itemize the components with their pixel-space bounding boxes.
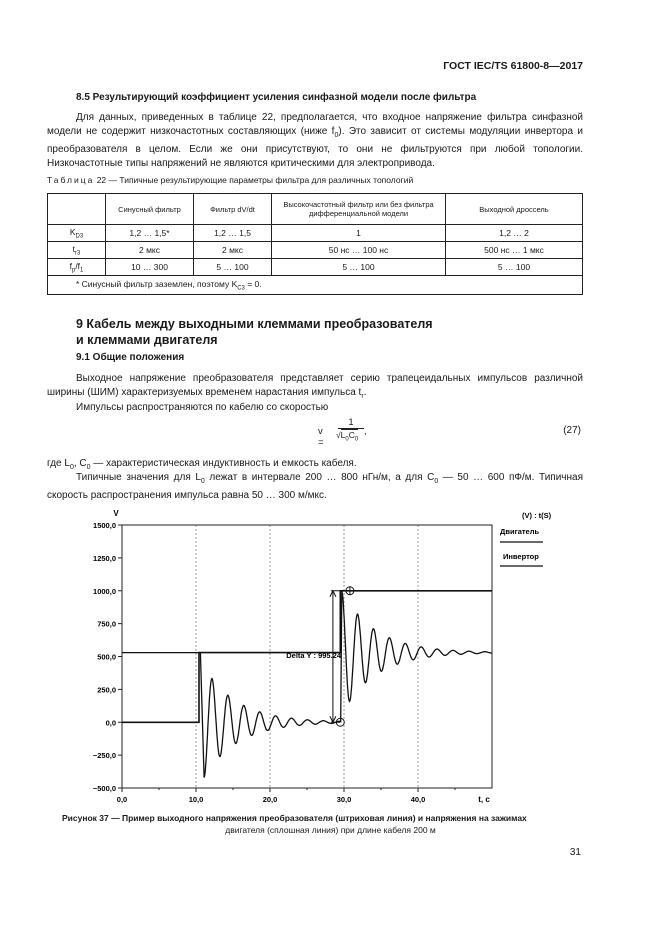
section-9-title: 9 Кабель между выходными клеммами преобразователя и клеммами двигателя	[76, 317, 433, 347]
section-8-5-paragraph: Для данных, приведенных в таблице 22, предполагается, что входное напряжение фильтра синфазной модели не содержит низкочастотных составляющих (ниже $f_0$). Это зависит от системы модуляции инвертора и преобразователя в целом. Если же они присутствуют, то они не фильтруются при любой топологии. Низкочастотные типы напряжений не являются критическими для электропривода.	[47, 112, 584, 169]
table-note: * Синусный фильтр заземлен, поэтому $K_{C3} = 0$.	[48, 276, 583, 295]
table-cell: 1,2 … 2	[446, 225, 583, 242]
table-cell: 5 … 100	[194, 259, 272, 276]
table-row	[48, 259, 583, 276]
table-cell: 5 … 100	[272, 259, 446, 276]
x-axis-label: t, c	[478, 795, 490, 804]
formula-number: (27)	[563, 425, 581, 436]
section-9-paragraph-3: где $L_0$, $C_0$ — характеристическая индуктивность и емкость кабеля.	[47, 458, 357, 471]
table-22	[47, 193, 583, 295]
table-22-caption: Таблица 22 — Типичные результирующие параметры фильтра для различных топологий	[47, 175, 414, 185]
table-row	[48, 242, 583, 259]
table-header-cell: Высокочастотный фильтр или без фильтра дифференциальной модели	[272, 194, 446, 225]
x-tick-label: 10,0	[188, 795, 204, 804]
y-tick-label: 1500,0	[93, 521, 116, 530]
table-header-row	[48, 194, 583, 225]
table-cell: 1	[272, 225, 446, 242]
table-header-cell: Фильтр dV/dt	[194, 194, 272, 225]
delta-annotation: Delta Y : 995.24	[286, 650, 342, 660]
section-9-1-title: 9.1 Общие положения	[76, 352, 185, 363]
y-tick-label: 1000,0	[93, 586, 116, 596]
row-label: $K_{D3}$	[48, 225, 106, 242]
motor-line	[122, 591, 492, 778]
page-header: ГОСТ IEC/TS 61800-8—2017	[443, 60, 583, 72]
y-tick-label: 250,0	[97, 685, 116, 695]
table-cell: 500 нс … 1 мкс	[446, 242, 583, 259]
y-tick-label: −250,0	[92, 751, 116, 761]
x-tick-label: 30,0	[336, 795, 352, 804]
figure-caption-line2: двигателя (сплошная линия) при длине кабеля 200 м	[225, 825, 436, 835]
x-tick-label: 20,0	[262, 795, 278, 804]
legend-motor: Двигатель	[500, 527, 540, 536]
table-cell: 1,2 … 1,5	[194, 225, 272, 242]
figure-caption-line1: Рисунок 37 — Пример выходного напряжения преобразователя (штриховая линия) и напряжения на зажимах	[62, 813, 527, 823]
y-tick-label: −500,0	[92, 784, 116, 793]
table-header-cell: Синусный фильтр	[106, 194, 194, 225]
section-8-5-title: 8.5 Результирующий коэффициент усиления синфазной модели после фильтра	[76, 92, 477, 103]
y-tick-label: 0,0	[105, 718, 116, 728]
y-tick-label: 500,0	[97, 652, 116, 662]
figure-37-chart	[0, 500, 661, 812]
table-cell: 50 нс … 100 нс	[272, 242, 446, 259]
section-9-paragraph-1: Выходное напряжение преобразователя представляет серию трапецеидальных импульсов различной ширины (ШИМ) характеризуемых временем нарастания импульса $t_r$.	[47, 373, 583, 400]
table-note-row	[48, 276, 583, 295]
table-cell: 2 мкс	[106, 242, 194, 259]
legend-inverter: Инвертор	[503, 552, 539, 561]
table-header-cell: Выходной дроссель	[446, 194, 583, 225]
table-cell: 10 … 300	[106, 259, 194, 276]
x-tick-label: 40,0	[410, 795, 426, 804]
section-9-paragraph-4: Типичные значения для $L_0$ лежат в интервале 200 … 800 нГн/м, а для $C_0$ — 50 … 600 пФ/м. Типичная скорость распространения импульса равна 50 … 300 м/мкс.	[47, 472, 584, 501]
table-cell: 2 мкс	[194, 242, 272, 259]
table-row	[48, 225, 583, 242]
y-tick-label: 750,0	[97, 619, 116, 629]
x-tick-label: 0,0	[116, 795, 128, 804]
page-number: 31	[569, 847, 581, 858]
legend-title: (V) : t(S)	[522, 511, 552, 520]
table-cell: 5 … 100	[446, 259, 583, 276]
row-label: $t_{r3}$	[48, 242, 106, 259]
section-9-paragraph-2: Импульсы распространяются по кабелю со скоростью	[76, 402, 329, 413]
y-tick-label: 1250,0	[93, 553, 116, 563]
row-label: $f_p/f_1$	[48, 259, 106, 276]
table-header-cell	[48, 194, 106, 225]
y-axis-label: V	[113, 509, 119, 518]
table-cell: 1,2 … 1,5*	[106, 225, 194, 242]
